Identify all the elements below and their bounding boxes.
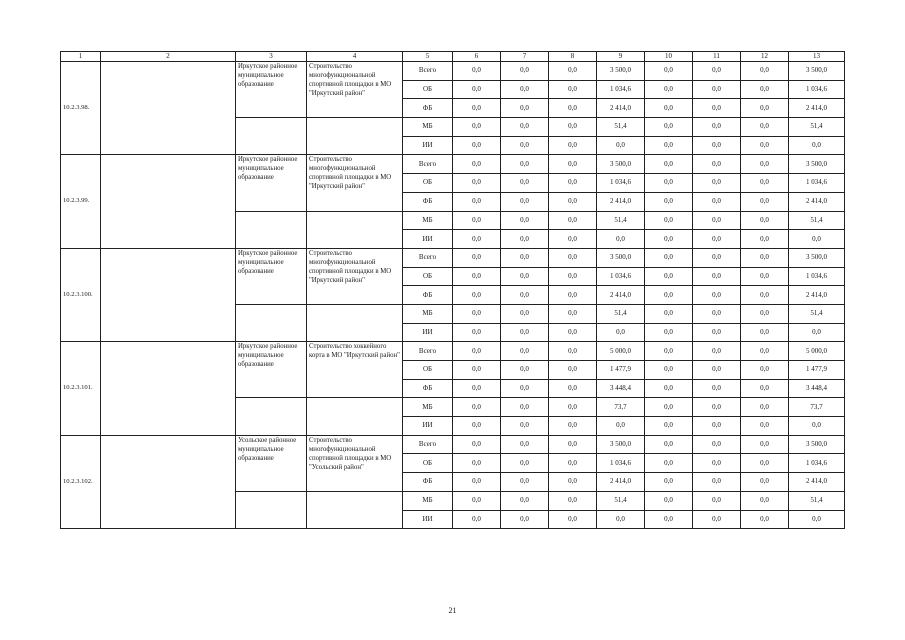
funding-source-cell: ОБ — [403, 174, 453, 193]
value-cell: 0,0 — [741, 99, 789, 118]
value-cell: 2 414,0 — [789, 192, 845, 211]
value-cell: 0,0 — [693, 473, 741, 492]
column-number-cell: 11 — [693, 52, 741, 62]
value-cell: 0,0 — [549, 136, 597, 155]
funding-source-cell: Всего — [403, 155, 453, 174]
value-cell: 0,0 — [501, 62, 549, 81]
value-cell: 0,0 — [453, 267, 501, 286]
value-cell: 0,0 — [645, 510, 693, 529]
value-cell: 0,0 — [453, 286, 501, 305]
value-cell: 0,0 — [549, 248, 597, 267]
event-name-cell-continuation — [307, 211, 403, 248]
value-cell: 0,0 — [741, 62, 789, 81]
funding-source-cell: МБ — [403, 491, 453, 510]
column-number-row — [61, 52, 845, 62]
value-cell: 1 034,6 — [597, 454, 645, 473]
value-cell: 0,0 — [741, 473, 789, 492]
value-cell: 0,0 — [453, 230, 501, 249]
value-cell: 0,0 — [453, 454, 501, 473]
value-cell: 2 414,0 — [789, 99, 845, 118]
value-cell: 0,0 — [645, 267, 693, 286]
value-cell: 1 477,9 — [597, 361, 645, 380]
value-cell: 3 500,0 — [789, 62, 845, 81]
value-cell: 0,0 — [549, 118, 597, 137]
value-cell: 0,0 — [549, 267, 597, 286]
column-2-cell — [101, 435, 236, 528]
value-cell: 1 034,6 — [789, 174, 845, 193]
column-number-cell: 5 — [403, 52, 453, 62]
event-name-cell-continuation — [307, 118, 403, 155]
event-name-cell: Строительство многофункциональной спортивной площадки в МО "Усольский район" — [307, 435, 403, 491]
executor-cell-continuation — [236, 211, 307, 248]
value-cell: 0,0 — [693, 192, 741, 211]
value-cell: 0,0 — [693, 398, 741, 417]
event-name-cell: Строительство хоккейного корта в МО "Иркутский район" — [307, 342, 403, 398]
value-cell: 0,0 — [645, 473, 693, 492]
value-cell: 0,0 — [549, 435, 597, 454]
value-cell: 0,0 — [645, 80, 693, 99]
value-cell: 0,0 — [501, 192, 549, 211]
funding-source-cell: ФБ — [403, 473, 453, 492]
value-cell: 0,0 — [501, 417, 549, 436]
value-cell: 0,0 — [501, 361, 549, 380]
value-cell: 1 034,6 — [597, 267, 645, 286]
value-cell: 5 000,0 — [597, 342, 645, 361]
column-number-cell: 1 — [61, 52, 101, 62]
funding-source-cell: Всего — [403, 342, 453, 361]
value-cell: 0,0 — [501, 454, 549, 473]
value-cell: 0,0 — [741, 192, 789, 211]
value-cell: 1 034,6 — [789, 80, 845, 99]
value-cell: 0,0 — [693, 174, 741, 193]
value-cell: 0,0 — [549, 304, 597, 323]
funding-source-cell: ОБ — [403, 454, 453, 473]
value-cell: 0,0 — [597, 136, 645, 155]
value-cell: 0,0 — [453, 80, 501, 99]
value-cell: 0,0 — [501, 323, 549, 342]
value-cell: 0,0 — [645, 361, 693, 380]
funding-source-cell: Всего — [403, 62, 453, 81]
value-cell: 0,0 — [501, 211, 549, 230]
value-cell: 0,0 — [549, 417, 597, 436]
column-number-cell: 12 — [741, 52, 789, 62]
value-cell: 0,0 — [501, 510, 549, 529]
value-cell: 0,0 — [693, 118, 741, 137]
value-cell: 0,0 — [501, 99, 549, 118]
funding-source-cell: ОБ — [403, 80, 453, 99]
value-cell: 0,0 — [597, 323, 645, 342]
value-cell: 2 414,0 — [789, 473, 845, 492]
funding-source-cell: МБ — [403, 398, 453, 417]
funding-source-cell: ИИ — [403, 510, 453, 529]
value-cell: 0,0 — [741, 248, 789, 267]
value-cell: 0,0 — [549, 230, 597, 249]
value-cell: 0,0 — [501, 342, 549, 361]
value-cell: 0,0 — [741, 454, 789, 473]
value-cell: 0,0 — [645, 323, 693, 342]
value-cell: 0,0 — [693, 267, 741, 286]
funding-source-cell: ФБ — [403, 192, 453, 211]
value-cell: 0,0 — [453, 155, 501, 174]
value-cell: 0,0 — [645, 248, 693, 267]
value-cell: 1 034,6 — [597, 80, 645, 99]
funding-source-cell: ИИ — [403, 417, 453, 436]
event-name-cell: Строительство многофункциональной спортивной площадки в МО "Иркутский район" — [307, 62, 403, 118]
executor-cell-continuation — [236, 118, 307, 155]
value-cell: 0,0 — [693, 304, 741, 323]
value-cell: 0,0 — [453, 361, 501, 380]
value-cell: 0,0 — [741, 417, 789, 436]
executor-cell-continuation — [236, 491, 307, 528]
value-cell: 1 034,6 — [597, 174, 645, 193]
column-number-cell: 9 — [597, 52, 645, 62]
value-cell: 0,0 — [693, 417, 741, 436]
value-cell: 0,0 — [693, 361, 741, 380]
value-cell: 0,0 — [789, 136, 845, 155]
value-cell: 0,0 — [741, 342, 789, 361]
table-row — [61, 342, 845, 361]
value-cell: 0,0 — [453, 304, 501, 323]
value-cell: 0,0 — [549, 192, 597, 211]
value-cell: 0,0 — [501, 118, 549, 137]
value-cell: 0,0 — [741, 267, 789, 286]
value-cell: 0,0 — [741, 286, 789, 305]
value-cell: 2 414,0 — [597, 192, 645, 211]
value-cell: 0,0 — [789, 230, 845, 249]
funding-source-cell: ОБ — [403, 267, 453, 286]
executor-cell-continuation — [236, 304, 307, 341]
value-cell: 0,0 — [741, 323, 789, 342]
value-cell: 3 500,0 — [789, 155, 845, 174]
value-cell: 0,0 — [501, 473, 549, 492]
event-name-cell-continuation — [307, 491, 403, 528]
funding-source-cell: МБ — [403, 211, 453, 230]
column-number-cell: 13 — [789, 52, 845, 62]
value-cell: 0,0 — [549, 473, 597, 492]
value-cell: 0,0 — [645, 136, 693, 155]
event-name-cell: Строительство многофункциональной спортивной площадки в МО "Иркутский район" — [307, 155, 403, 211]
value-cell: 0,0 — [741, 361, 789, 380]
value-cell: 3 448,4 — [597, 379, 645, 398]
value-cell: 0,0 — [453, 379, 501, 398]
value-cell: 51,4 — [597, 491, 645, 510]
value-cell: 0,0 — [789, 323, 845, 342]
value-cell: 2 414,0 — [597, 286, 645, 305]
column-2-cell — [101, 342, 236, 435]
value-cell: 51,4 — [597, 304, 645, 323]
value-cell: 3 500,0 — [789, 435, 845, 454]
value-cell: 0,0 — [453, 211, 501, 230]
value-cell: 0,0 — [501, 286, 549, 305]
value-cell: 0,0 — [597, 417, 645, 436]
value-cell: 0,0 — [645, 62, 693, 81]
value-cell: 0,0 — [453, 398, 501, 417]
funding-source-cell: МБ — [403, 304, 453, 323]
column-number-cell: 10 — [645, 52, 693, 62]
value-cell: 0,0 — [693, 99, 741, 118]
value-cell: 0,0 — [549, 80, 597, 99]
column-number-cell: 4 — [307, 52, 403, 62]
value-cell: 73,7 — [597, 398, 645, 417]
value-cell: 0,0 — [453, 192, 501, 211]
value-cell: 51,4 — [597, 211, 645, 230]
value-cell: 0,0 — [741, 155, 789, 174]
value-cell: 0,0 — [549, 510, 597, 529]
value-cell: 2 414,0 — [789, 286, 845, 305]
value-cell: 0,0 — [501, 304, 549, 323]
funding-source-cell: ФБ — [403, 99, 453, 118]
value-cell: 3 500,0 — [597, 435, 645, 454]
value-cell: 0,0 — [693, 155, 741, 174]
value-cell: 0,0 — [693, 80, 741, 99]
value-cell: 51,4 — [789, 491, 845, 510]
value-cell: 0,0 — [645, 342, 693, 361]
value-cell: 0,0 — [645, 417, 693, 436]
value-cell: 0,0 — [693, 62, 741, 81]
value-cell: 0,0 — [693, 248, 741, 267]
value-cell: 0,0 — [501, 248, 549, 267]
value-cell: 0,0 — [645, 174, 693, 193]
table-row — [61, 435, 845, 454]
value-cell: 0,0 — [597, 230, 645, 249]
value-cell: 0,0 — [645, 118, 693, 137]
value-cell: 0,0 — [741, 136, 789, 155]
value-cell: 0,0 — [645, 286, 693, 305]
value-cell: 0,0 — [549, 323, 597, 342]
value-cell: 0,0 — [453, 473, 501, 492]
funding-source-cell: ИИ — [403, 323, 453, 342]
value-cell: 0,0 — [693, 211, 741, 230]
column-number-cell: 2 — [101, 52, 236, 62]
value-cell: 73,7 — [789, 398, 845, 417]
value-cell: 0,0 — [453, 435, 501, 454]
value-cell: 0,0 — [741, 398, 789, 417]
value-cell: 0,0 — [741, 118, 789, 137]
column-2-cell — [101, 248, 236, 341]
value-cell: 0,0 — [645, 379, 693, 398]
value-cell: 0,0 — [693, 286, 741, 305]
value-cell: 51,4 — [789, 211, 845, 230]
value-cell: 0,0 — [501, 435, 549, 454]
value-cell: 0,0 — [453, 118, 501, 137]
item-code-cell: 10.2.3.102. — [61, 435, 101, 528]
value-cell: 0,0 — [549, 398, 597, 417]
value-cell: 0,0 — [693, 435, 741, 454]
value-cell: 3 500,0 — [597, 62, 645, 81]
value-cell: 0,0 — [645, 155, 693, 174]
value-cell: 0,0 — [501, 267, 549, 286]
value-cell: 0,0 — [693, 342, 741, 361]
funding-source-cell: ИИ — [403, 230, 453, 249]
value-cell: 0,0 — [453, 99, 501, 118]
value-cell: 0,0 — [501, 398, 549, 417]
value-cell: 0,0 — [645, 211, 693, 230]
value-cell: 3 448,4 — [789, 379, 845, 398]
item-code-cell: 10.2.3.101. — [61, 342, 101, 435]
executor-cell: Иркутское районное муниципальное образование — [236, 62, 307, 118]
value-cell: 0,0 — [645, 230, 693, 249]
value-cell: 0,0 — [645, 192, 693, 211]
value-cell: 51,4 — [597, 118, 645, 137]
value-cell: 0,0 — [741, 230, 789, 249]
value-cell: 0,0 — [453, 342, 501, 361]
value-cell: 0,0 — [741, 379, 789, 398]
value-cell: 0,0 — [741, 304, 789, 323]
value-cell: 5 000,0 — [789, 342, 845, 361]
value-cell: 0,0 — [597, 510, 645, 529]
value-cell: 0,0 — [741, 491, 789, 510]
value-cell: 3 500,0 — [597, 248, 645, 267]
table-row — [61, 155, 845, 174]
value-cell: 0,0 — [549, 99, 597, 118]
value-cell: 3 500,0 — [597, 155, 645, 174]
value-cell: 0,0 — [645, 99, 693, 118]
table-row — [61, 62, 845, 81]
value-cell: 0,0 — [789, 417, 845, 436]
value-cell: 0,0 — [741, 510, 789, 529]
event-name-cell: Строительство многофункциональной спортивной площадки в МО "Иркутский район" — [307, 248, 403, 304]
value-cell: 0,0 — [693, 454, 741, 473]
executor-cell: Усольское районное муниципальное образование — [236, 435, 307, 491]
value-cell: 0,0 — [645, 454, 693, 473]
value-cell: 0,0 — [693, 230, 741, 249]
value-cell: 0,0 — [549, 286, 597, 305]
value-cell: 0,0 — [549, 379, 597, 398]
value-cell: 0,0 — [741, 80, 789, 99]
value-cell: 0,0 — [693, 510, 741, 529]
funding-source-cell: ФБ — [403, 286, 453, 305]
value-cell: 0,0 — [693, 323, 741, 342]
value-cell: 1 034,6 — [789, 267, 845, 286]
funding-source-cell: ФБ — [403, 379, 453, 398]
table-row — [61, 248, 845, 267]
executor-cell: Иркутское районное муниципальное образование — [236, 342, 307, 398]
value-cell: 1 034,6 — [789, 454, 845, 473]
funding-source-cell: МБ — [403, 118, 453, 137]
value-cell: 0,0 — [453, 136, 501, 155]
value-cell: 0,0 — [549, 211, 597, 230]
value-cell: 0,0 — [501, 80, 549, 99]
value-cell: 51,4 — [789, 304, 845, 323]
event-name-cell-continuation — [307, 304, 403, 341]
item-code-cell: 10.2.3.98. — [61, 62, 101, 155]
value-cell: 0,0 — [453, 62, 501, 81]
value-cell: 0,0 — [453, 491, 501, 510]
funding-source-cell: ИИ — [403, 136, 453, 155]
value-cell: 1 477,9 — [789, 361, 845, 380]
value-cell: 0,0 — [549, 174, 597, 193]
event-name-cell-continuation — [307, 398, 403, 435]
value-cell: 0,0 — [741, 211, 789, 230]
page-number: 21 — [448, 606, 457, 615]
value-cell: 0,0 — [693, 491, 741, 510]
value-cell: 2 414,0 — [597, 99, 645, 118]
value-cell: 3 500,0 — [789, 248, 845, 267]
value-cell: 0,0 — [501, 491, 549, 510]
funding-table — [60, 51, 845, 529]
value-cell: 0,0 — [549, 342, 597, 361]
value-cell: 0,0 — [549, 361, 597, 380]
funding-source-cell: Всего — [403, 248, 453, 267]
value-cell: 0,0 — [501, 174, 549, 193]
value-cell: 0,0 — [501, 136, 549, 155]
value-cell: 0,0 — [693, 136, 741, 155]
value-cell: 0,0 — [453, 510, 501, 529]
executor-cell: Иркутское районное муниципальное образование — [236, 248, 307, 304]
value-cell: 0,0 — [693, 379, 741, 398]
value-cell: 0,0 — [501, 379, 549, 398]
executor-cell: Иркутское районное муниципальное образование — [236, 155, 307, 211]
value-cell: 0,0 — [645, 435, 693, 454]
value-cell: 0,0 — [645, 491, 693, 510]
value-cell: 51,4 — [789, 118, 845, 137]
column-number-cell: 8 — [549, 52, 597, 62]
value-cell: 0,0 — [549, 62, 597, 81]
value-cell: 0,0 — [453, 417, 501, 436]
value-cell: 0,0 — [645, 398, 693, 417]
value-cell: 0,0 — [741, 174, 789, 193]
value-cell: 0,0 — [549, 491, 597, 510]
value-cell: 0,0 — [501, 155, 549, 174]
value-cell: 0,0 — [549, 155, 597, 174]
item-code-cell: 10.2.3.100. — [61, 248, 101, 341]
column-2-cell — [101, 155, 236, 248]
value-cell: 0,0 — [549, 454, 597, 473]
value-cell: 0,0 — [453, 248, 501, 267]
executor-cell-continuation — [236, 398, 307, 435]
item-code-cell: 10.2.3.99. — [61, 155, 101, 248]
value-cell: 0,0 — [453, 174, 501, 193]
column-number-cell: 6 — [453, 52, 501, 62]
value-cell: 2 414,0 — [597, 473, 645, 492]
column-number-cell: 7 — [501, 52, 549, 62]
funding-source-cell: Всего — [403, 435, 453, 454]
value-cell: 0,0 — [789, 510, 845, 529]
funding-source-cell: ОБ — [403, 361, 453, 380]
column-2-cell — [101, 62, 236, 155]
value-cell: 0,0 — [453, 323, 501, 342]
column-number-cell: 3 — [236, 52, 307, 62]
value-cell: 0,0 — [501, 230, 549, 249]
value-cell: 0,0 — [741, 435, 789, 454]
value-cell: 0,0 — [645, 304, 693, 323]
